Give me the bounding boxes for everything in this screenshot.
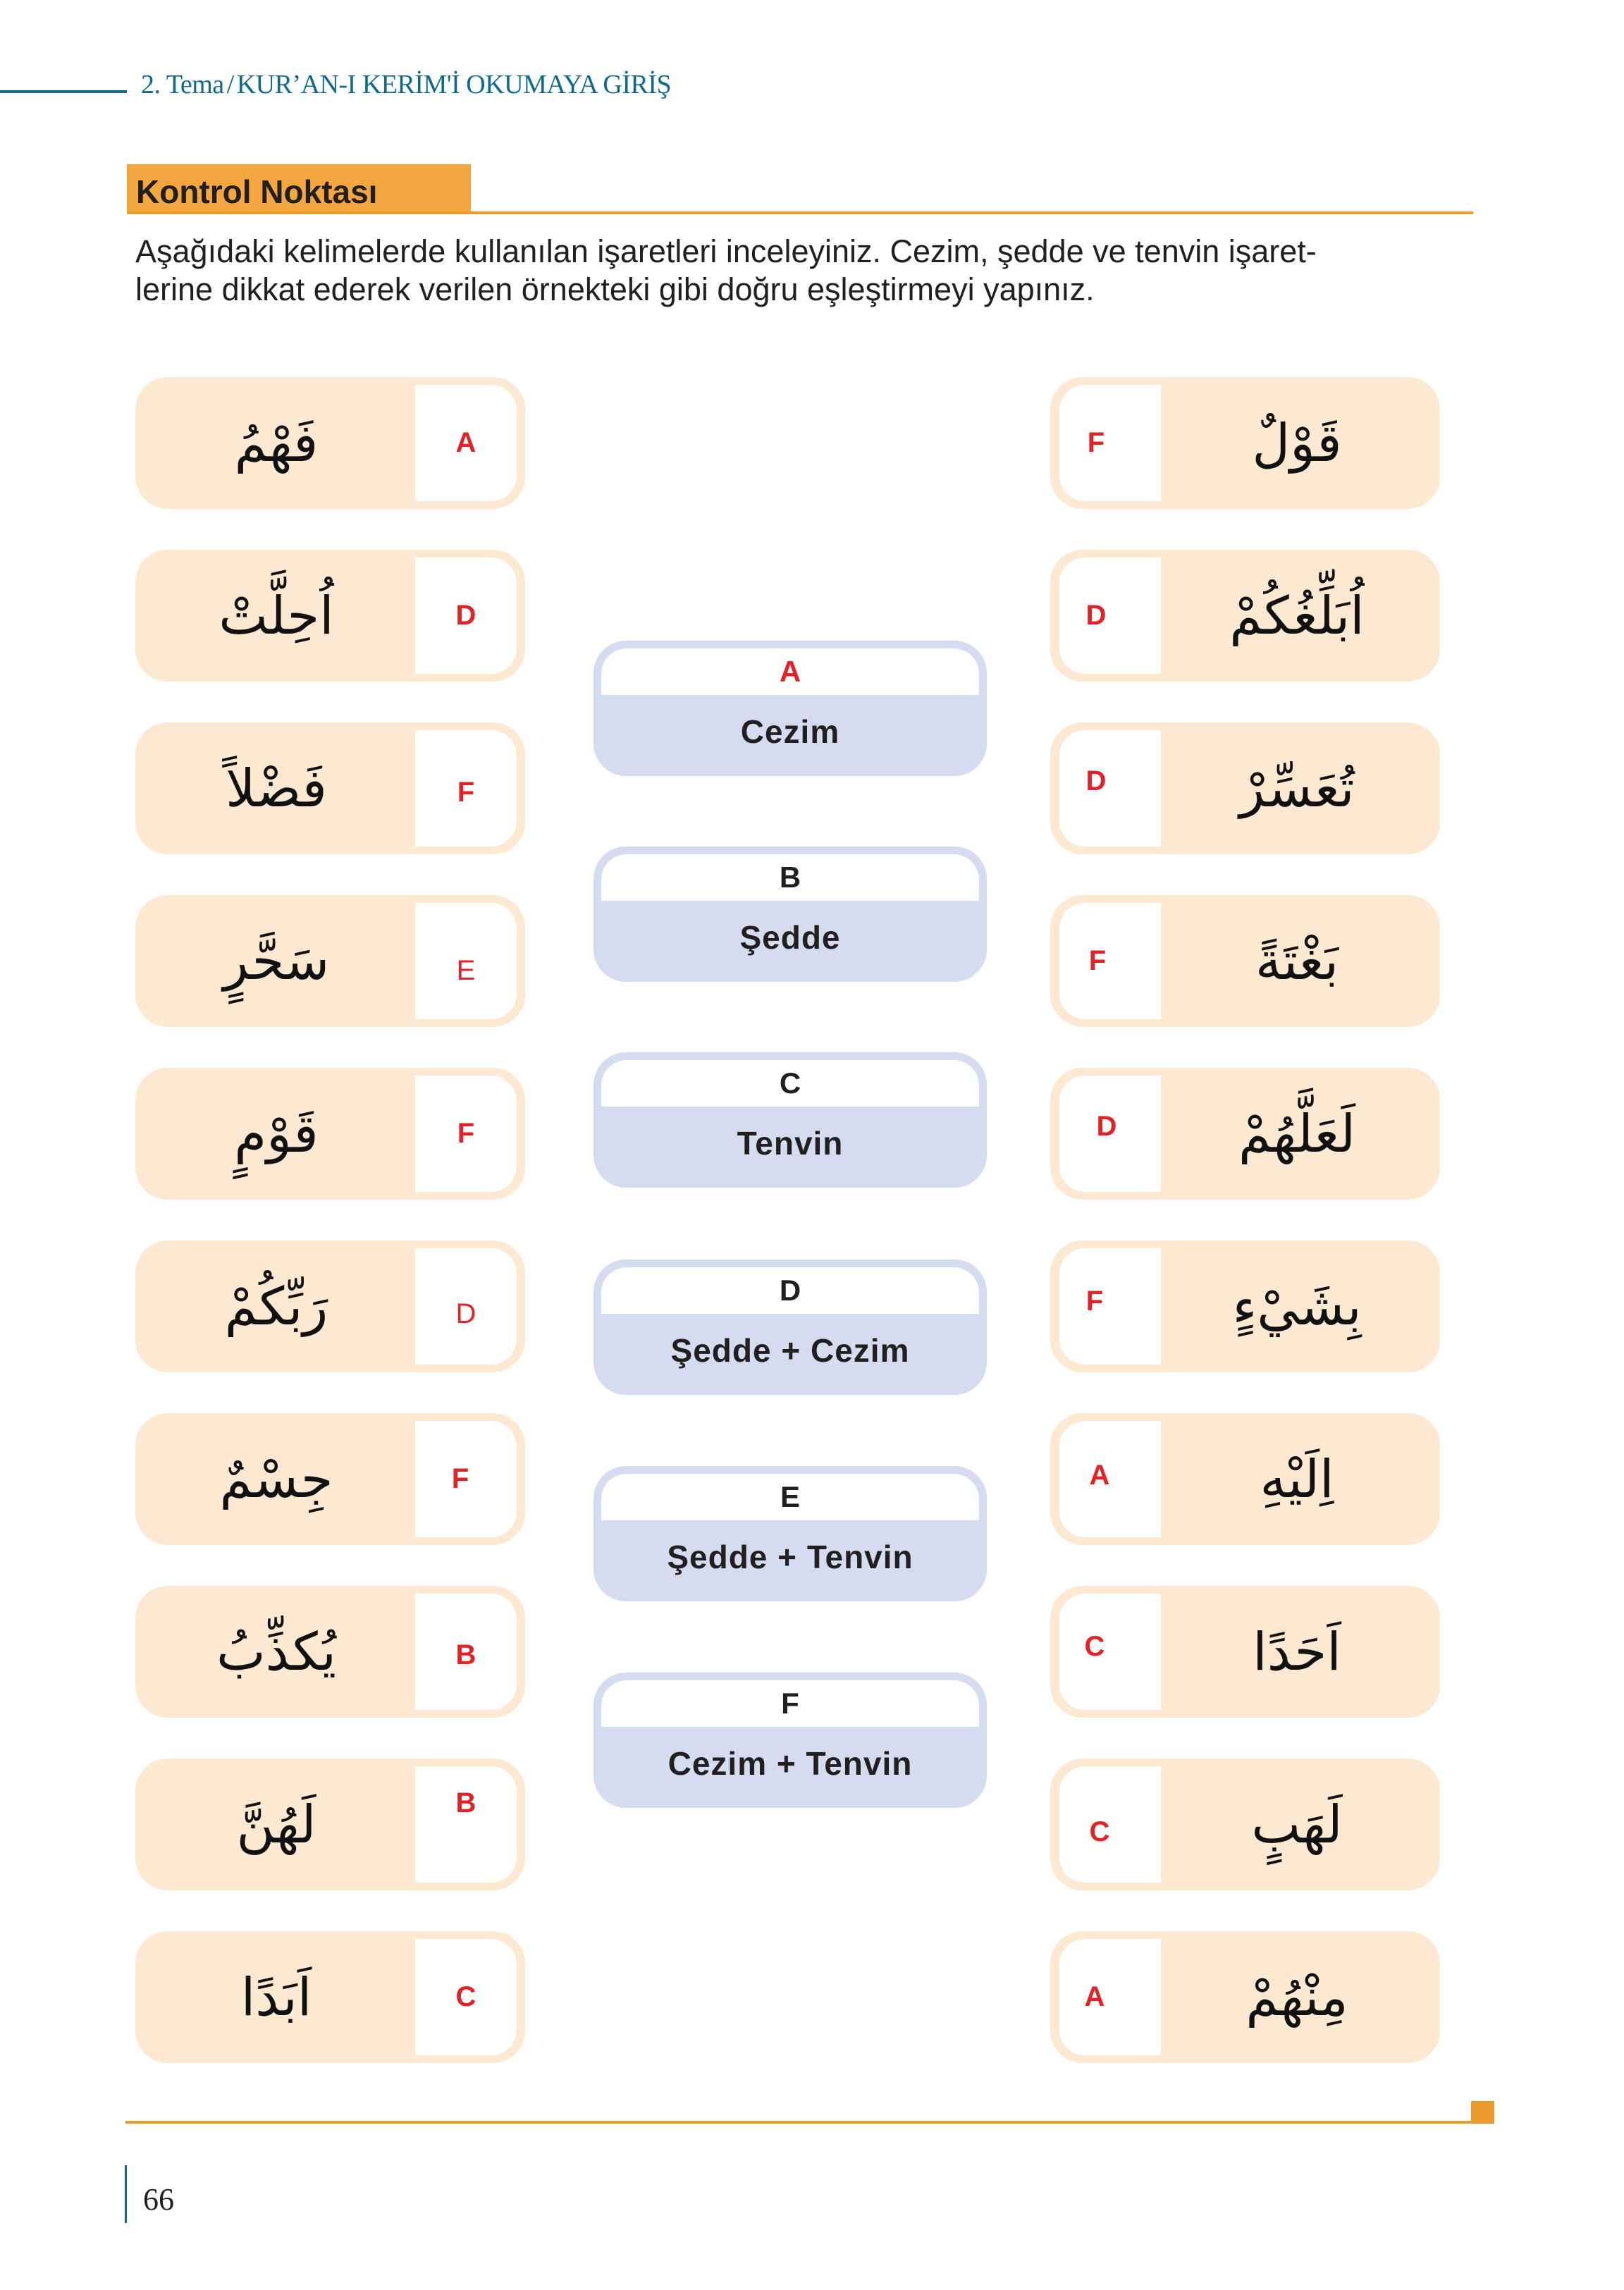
option-letter: E xyxy=(780,1480,800,1513)
footer-accent-square xyxy=(1471,2101,1494,2123)
arabic-word: فَضْلاً xyxy=(226,758,327,819)
answer-letter: C xyxy=(455,1981,476,2012)
answer-letter: F xyxy=(457,777,475,808)
left-word-card-10 xyxy=(135,1931,525,2063)
answer-letter: B xyxy=(455,1639,476,1670)
answer-letter: F xyxy=(1087,427,1105,458)
right-word-card-10 xyxy=(1050,1931,1440,2063)
arabic-word: قَوْمٍ xyxy=(234,1103,319,1164)
left-word-card-6 xyxy=(135,1241,525,1372)
answer-letter: F xyxy=(457,1118,475,1149)
right-word-card-8 xyxy=(1050,1586,1440,1718)
answer-box[interactable] xyxy=(415,730,517,847)
arabic-word: لَهَبٍ xyxy=(1251,1794,1343,1855)
option-card-a xyxy=(593,641,987,776)
arabic-word: مِنْهُمْ xyxy=(1245,1966,1348,2028)
answer-letter: D xyxy=(455,600,476,631)
answer-box[interactable] xyxy=(1059,558,1161,674)
answer-box[interactable] xyxy=(1059,1766,1161,1883)
option-label: Şedde xyxy=(739,919,841,956)
answer-box[interactable] xyxy=(415,903,517,1019)
arabic-word: اُبَلِّغُكُمْ xyxy=(1229,585,1365,646)
option-letter-box xyxy=(601,1680,979,1727)
answer-letter: F xyxy=(1088,945,1107,976)
answer-letter: D xyxy=(1085,600,1107,631)
footer-rule xyxy=(125,2121,1494,2124)
left-word-card-7 xyxy=(135,1413,525,1545)
arabic-word: اَبَدًا xyxy=(240,1966,312,2028)
arabic-word: بَغْتَةً xyxy=(1255,930,1339,992)
header-rule xyxy=(0,90,127,93)
arabic-word: فَهْمُ xyxy=(234,412,319,474)
answer-box[interactable] xyxy=(1059,1076,1161,1192)
option-card-f xyxy=(593,1673,987,1808)
section-title: Kontrol Noktası xyxy=(136,173,378,210)
answer-box[interactable] xyxy=(415,1421,517,1537)
instructions xyxy=(135,233,1460,309)
left-word-card-8 xyxy=(135,1586,525,1718)
right-word-card-1 xyxy=(1050,377,1440,509)
page-number-bar xyxy=(125,2165,127,2223)
answer-letter: F xyxy=(451,1463,469,1494)
option-label: Cezim xyxy=(740,713,840,750)
right-word-card-9 xyxy=(1050,1759,1440,1890)
theme-label: 2. Tema xyxy=(141,70,224,99)
arabic-word: اَحَدًا xyxy=(1253,1621,1341,1682)
right-word-card-3 xyxy=(1050,722,1440,854)
answer-box[interactable] xyxy=(415,558,517,674)
answer-box[interactable] xyxy=(415,1594,517,1710)
option-card-e xyxy=(593,1466,987,1601)
left-word-card-2 xyxy=(135,550,525,682)
header-separator: / xyxy=(226,70,234,99)
arabic-word: اِلَيْهِ xyxy=(1260,1448,1334,1510)
arabic-word: اُحِلَّتْ xyxy=(219,585,334,646)
right-word-card-6 xyxy=(1050,1241,1440,1372)
answer-box[interactable] xyxy=(1059,730,1161,847)
answer-letter: E xyxy=(456,955,476,986)
answer-box[interactable] xyxy=(415,1076,517,1192)
option-label: Cezim + Tenvin xyxy=(668,1745,913,1782)
option-letter-box xyxy=(601,1474,979,1520)
left-word-card-4 xyxy=(135,895,525,1027)
option-letter: B xyxy=(779,861,801,894)
option-label: Şedde + Cezim xyxy=(670,1332,910,1369)
option-letter: A xyxy=(779,655,801,688)
answer-box[interactable] xyxy=(415,1766,517,1883)
answer-letter: C xyxy=(1084,1631,1105,1662)
option-letter-box xyxy=(601,854,979,901)
answer-letter: C xyxy=(1089,1816,1110,1847)
option-label: Tenvin xyxy=(737,1125,844,1162)
answer-box[interactable] xyxy=(1059,1939,1161,2055)
arabic-word: تُعَسِّرْ xyxy=(1239,758,1355,819)
arabic-word: لَهُنَّ xyxy=(236,1794,316,1855)
left-word-card-9 xyxy=(135,1759,525,1890)
answer-letter: B xyxy=(455,1787,476,1818)
section-title-rule xyxy=(127,211,1473,214)
answer-letter: A xyxy=(1084,1981,1105,2012)
arabic-word: قَوْلٌ xyxy=(1252,412,1342,474)
option-card-b xyxy=(593,847,987,982)
answer-box[interactable] xyxy=(1059,1248,1161,1365)
option-letter-box xyxy=(601,1060,979,1107)
option-card-c xyxy=(593,1052,987,1188)
left-word-card-1 xyxy=(135,377,525,509)
instructions-line-2: lerine dikkat ederek verilen örnekteki gibi doğru eşleştirmeyi yapınız. xyxy=(135,271,1095,307)
instructions-line-1: Aşağıdaki kelimelerde kullanılan işaretleri inceleyiniz. Cezim, şedde ve tenvin işaret- xyxy=(135,233,1317,269)
arabic-word: سَحَّرٍ xyxy=(223,930,330,992)
answer-box[interactable] xyxy=(415,385,517,501)
running-header xyxy=(141,69,671,100)
answer-box[interactable] xyxy=(415,1939,517,2055)
option-letter: F xyxy=(781,1687,799,1720)
right-word-card-4 xyxy=(1050,895,1440,1027)
answer-box[interactable] xyxy=(1059,1421,1161,1537)
option-label: Şedde + Tenvin xyxy=(667,1539,914,1575)
left-word-card-5 xyxy=(135,1068,525,1200)
arabic-word: جِسْمٌ xyxy=(219,1448,333,1510)
answer-box[interactable] xyxy=(1059,1594,1161,1710)
right-word-card-7 xyxy=(1050,1413,1440,1545)
answer-letter: A xyxy=(1089,1460,1110,1491)
option-letter-box xyxy=(601,648,979,695)
answer-letter: A xyxy=(455,427,476,458)
option-card-d xyxy=(593,1260,987,1395)
left-word-card-3 xyxy=(135,722,525,854)
answer-letter: F xyxy=(1085,1286,1104,1317)
answer-letter: D xyxy=(455,1298,476,1329)
answer-box[interactable] xyxy=(1059,903,1161,1019)
answer-letter: D xyxy=(1096,1111,1117,1142)
arabic-word: رَبِّكُمْ xyxy=(224,1276,328,1337)
unit-title: KUR’AN-I KERİM'İ OKUMAYA GİRİŞ xyxy=(236,70,672,99)
right-word-card-5 xyxy=(1050,1068,1440,1200)
arabic-word: لَعَلَّهُمْ xyxy=(1238,1103,1356,1164)
arabic-word: بِشَيْءٍ xyxy=(1232,1276,1362,1337)
page-number: 66 xyxy=(143,2182,174,2217)
option-letter: C xyxy=(779,1066,801,1100)
right-word-card-2 xyxy=(1050,550,1440,682)
answer-letter: D xyxy=(1085,765,1107,796)
arabic-word: يُكذِّبُ xyxy=(216,1621,336,1682)
option-letter: D xyxy=(779,1274,801,1307)
answer-box[interactable] xyxy=(1059,385,1161,501)
option-letter-box xyxy=(601,1267,979,1314)
answer-box[interactable] xyxy=(415,1248,517,1365)
